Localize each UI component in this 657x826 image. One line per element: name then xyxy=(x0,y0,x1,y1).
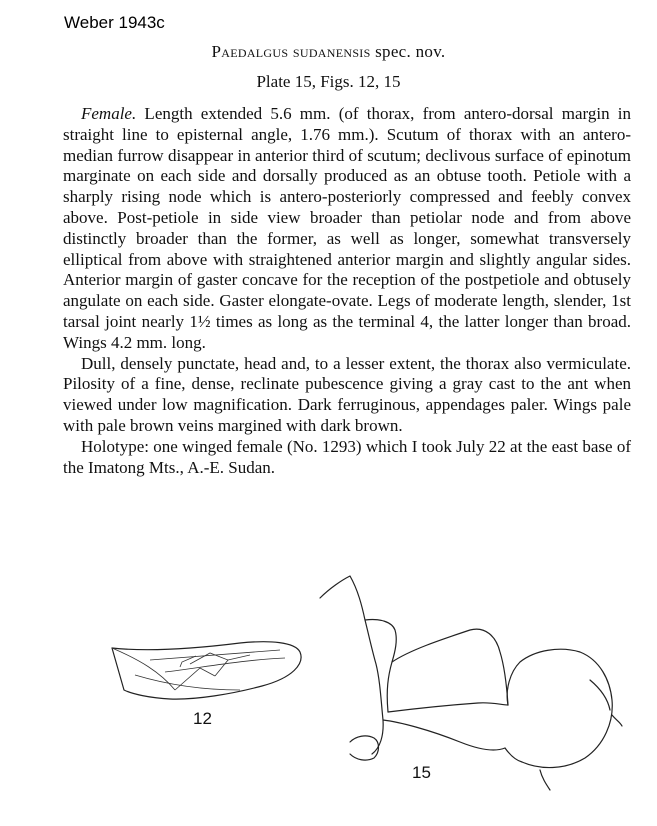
sculpture-paragraph: Dull, densely punctate, head and, to a lesser extent, the thorax also vermiculate. Pilosity of a fine, dense, reclinate pubescence giving a gray cast to the ant when viewed under low magnification. Dark ferruginous, appendages paler. Wings pale with pale brown veins margined with dark brown. xyxy=(63,353,631,435)
species-designation: spec. nov. xyxy=(375,42,446,61)
female-lead: Female. xyxy=(81,104,137,123)
female-description: Length extended 5.6 mm. (of thorax, from antero-dorsal margin in straight line to episternal angle, 1.76 mm.). Scutum of thorax with an antero-median furrow disappear in anterior third of scutum; declivous surface of epinotum marginate on each side and dorsally produced as an obtuse tooth. Petiole with a sharply rising node which is antero-posteriorly compressed and feebly convex above. Post-petiole in side view broader than petiolar node and from above distinctly broader than the former, as well as longer, somewhat transversely elliptical from above with straightened anterior margin and slightly angular sides. Anterior margin of gaster concave for the reception of the postpetiole and obtusely angulate on each side. Gaster elongate-ovate. Legs of moderate length, slender, 1st tarsal joint nearly 1½ times as long as the terminal 4, the latter longer than broad. Wings 4.2 mm. long. xyxy=(63,104,631,352)
citation-label: Weber 1943c xyxy=(64,13,165,32)
holotype-paragraph: Holotype: one winged female (No. 1293) which I took July 22 at the east base of the Imatong Mts., A.-E. Sudan. xyxy=(63,436,631,477)
wing-drawing xyxy=(112,642,301,699)
figure-12-label: 12 xyxy=(193,709,212,728)
figure-15-label: 15 xyxy=(412,763,431,782)
ant-profile-drawing xyxy=(320,576,622,790)
plate-reference: Plate 15, Figs. 12, 15 xyxy=(256,72,401,91)
species-name: Paedalgus sudanensis xyxy=(211,42,371,61)
